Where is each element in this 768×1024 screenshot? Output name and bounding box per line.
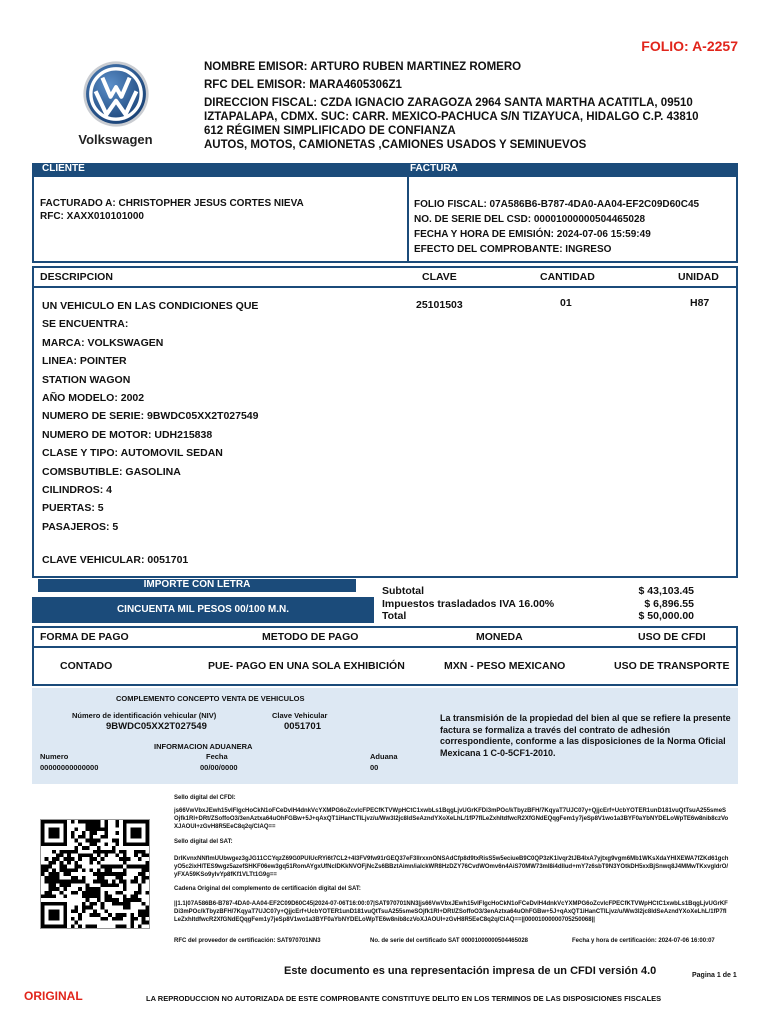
header-unidad: UNIDAD	[678, 271, 719, 283]
concepto-line: CLASE Y TIPO: AUTOMOVIL SEDAN	[42, 447, 223, 460]
forma-pago: CONTADO	[60, 660, 113, 672]
concepto-line: PASAJEROS: 5	[42, 520, 119, 533]
clave-vehicular-value: 0051701	[284, 721, 321, 732]
brand-logo	[68, 60, 163, 147]
aduana-numero-value: 00000000000000	[40, 763, 99, 772]
complemento-title: COMPLEMENTO CONCEPTO VENTA DE VEHICULOS	[116, 694, 305, 703]
concepto-line: CILINDROS: 4	[42, 484, 113, 497]
aduana-fecha-label: Fecha	[206, 752, 228, 761]
metodo-pago: PUE- PAGO EN UNA SOLA EXHIBICIÓN	[208, 660, 405, 672]
concepto-line: SE ENCUENTRA:	[42, 318, 129, 331]
leyenda-reproduccion: LA REPRODUCCION NO AUTORIZADA DE ESTE COMPROBANTE CONSTITUYE DELITO EN LOS TERMINOS DE LAS DISPOSICIONES FISCALES	[146, 994, 662, 1003]
totales-labels	[382, 585, 554, 623]
header-clave: CLAVE	[422, 271, 457, 283]
aduanera-title: INFORMACION ADUANERA	[154, 742, 253, 751]
emisor-block	[204, 58, 699, 152]
sello-sat-label: Sello digital del SAT:	[174, 839, 233, 845]
pago-values	[32, 648, 738, 686]
factura-block	[414, 197, 699, 257]
cadena-original: ||1.1|07A586B6-B787-4DA0-AA04-EF2C09D60C45|2024-07-06T16:00:07|SAT970701NN3|js66VwVbxJEwh15vIFlgcHoCkN1oFCeDvlH4dnkVcYXMPG6oZcvlcFPECfKTVWpHCtC1xwbLs1BqgLjvUGrKFDi3mPOc/kTbyzBFH/7KqyaT7UJC07y+QjjcErf+UcbYOTER1unD181vuQtTsuA255smeSOjfk1Rl+DRt/ZSoffoO3/3enAztxa64uOhFGBw+5J+qAxQT1iHanCTILjvz/u/Ww3l2jc8ldSeAzndYXoXeLhL/1fP7fILeZxhItdfwcR2XfGNdEQqgFem1y7jeSp8V1wo1a3BYF0aYbNYDELoWpTE6w8nib8czVoXJAOUI+zGvH8R5EeC8q2q/CIAQ==||00001000000705250068||	[174, 901, 728, 923]
factura-serie-csd: NO. DE SERIE DEL CSD: 00001000000504465028	[414, 214, 646, 225]
moneda: MXN - PESO MEXICANO	[444, 660, 566, 672]
representacion-impresa: Este documento es una representación impresa de un CFDI versión 4.0	[284, 965, 657, 977]
aduana-label: Aduana	[370, 752, 398, 761]
conceptos-header	[32, 266, 738, 288]
factura-folio-fiscal: FOLIO FISCAL: 07A586B6-B787-4DA0-AA04-EF2C09D60C45	[414, 199, 700, 210]
concepto-line: MARCA: VOLKSWAGEN	[42, 336, 164, 349]
emisor-giro: AUTOS, MOTOS, CAMIONETAS ,CAMIONES USADOS Y SEMINUEVOS	[204, 139, 587, 151]
sello-sat: DrIKvnxNNflmUUbwgez3gJG11CCYqzZ69G0PUlUcRYi6t7CL2+4I3FV9fw91rGEQ37eF3llrxxnONSAdCfp8d9txRisS5w5eciueB9C0QP3zK1lvqr2tJB4IxA7yjtxg9vgm6Mb1WKsXdaYHIXEWA7fZKd61gchyO5c2ixHlTES9wgz5azefSHKF06ew3gq51RomAYgxUfNcIDKkNVOFjNcZs6BBztAimn/ialckWR8HzDZY76CvdWOmv6n4AiS70MW73mI8i4dllud+mY7z6sbT9N3YOtkDH5xxBjSnwq8J4MMwTKxvgldrO/yFXA59KSo9yIvYp8fKf1VLTt1G9g==	[174, 856, 729, 878]
concepto-line: LINEA: POINTER	[42, 355, 127, 368]
emisor-direccion-2: IZTAPALAPA, CDMX. SUC: CARR. MEXICO-PACHUCA S/N TIZAYUCA, HIDALGO C.P. 43810	[204, 111, 699, 123]
cliente-facturado: FACTURADO A: CHRISTOPHER JESUS CORTES NIEVA	[40, 198, 304, 209]
complemento-block	[32, 688, 738, 784]
brand-name: Volkswagen	[78, 132, 153, 147]
emisor-rfc: RFC DEL EMISOR: MARA4605306Z1	[204, 79, 402, 91]
concepto-clave: 25101503	[416, 299, 463, 311]
importe-letra-title: IMPORTE CON LETRA	[38, 579, 356, 592]
header-descripcion: DESCRIPCION	[40, 271, 113, 283]
fecha-certificacion: Fecha y hora de certificación: 2024-07-06 16:00:07	[572, 938, 715, 944]
concepto-cantidad: 01	[560, 297, 572, 309]
cliente-block	[40, 197, 304, 223]
volkswagen-logo-icon	[82, 60, 150, 128]
rfc-proveedor: RFC del proveedor de certificación: SAT970701NN3	[174, 938, 321, 944]
header-moneda: MONEDA	[476, 631, 523, 643]
sellos-block	[174, 795, 730, 926]
concepto-line: UN VEHICULO EN LAS CONDICIONES QUE	[42, 300, 259, 312]
concepto-line: STATION WAGON	[42, 373, 131, 386]
concepto-line: PUERTAS: 5	[42, 502, 104, 515]
conceptos-body	[32, 288, 738, 578]
niv-label: Número de identificación vehicular (NIV)	[72, 711, 217, 720]
concepto-line: COMSBUTIBLE: GASOLINA	[42, 465, 181, 478]
factura-efecto: EFECTO DEL COMPROBANTE: INGRESO	[414, 244, 612, 255]
cliente-factura-box	[32, 175, 738, 263]
concepto-line: AÑO MODELO: 2002	[42, 392, 145, 405]
aduana-fecha-value: 00/00/0000	[200, 763, 238, 772]
concepto-line: NUMERO DE SERIE: 9BWDC05XX2T027549	[42, 410, 259, 423]
qr-code-icon	[40, 819, 150, 929]
header-cantidad: CANTIDAD	[540, 271, 595, 283]
importe-letra: CINCUENTA MIL PESOS 00/100 M.N.	[32, 597, 374, 623]
iva-label: Impuestos trasladados IVA 16.00%	[382, 597, 555, 610]
complemento-leyenda: La transmisión de la propiedad del bien al que se refiere la presente factura se formaliza a través del contrato de adhesión correspondiente, conforme a las disposiciones de la Norma Oficial Mexicana 1 C-0-5CF1-2010.	[440, 713, 731, 758]
clave-vehicular-label: Clave Vehicular	[272, 711, 328, 720]
uso-cfdi: USO DE TRANSPORTE	[614, 660, 730, 672]
pago-header	[32, 626, 738, 648]
factura-fecha: FECHA Y HORA DE EMISIÓN: 2024-07-06 15:59:49	[414, 229, 651, 240]
total-value: $ 50,000.00	[638, 610, 694, 622]
aduana-value: 00	[370, 763, 379, 772]
cliente-rfc: RFC: XAXX010101000	[40, 211, 144, 222]
concepto-line: NUMERO DE MOTOR: UDH215838	[42, 428, 213, 441]
folio: FOLIO: A-2257	[641, 38, 738, 54]
niv-value: 9BWDC05XX2T027549	[106, 721, 207, 732]
iva-value: $ 6,896.55	[644, 597, 694, 610]
total-label: Total	[382, 610, 407, 622]
subtotal-value: $ 43,103.45	[638, 585, 694, 597]
aduana-numero-label: Numero	[40, 752, 69, 761]
emisor-regimen: 612 RÉGIMEN SIMPLIFICADO DE CONFIANZA	[204, 125, 456, 137]
serie-certificado-sat: No. de serie del certificado SAT 00001000000504465028	[370, 938, 528, 944]
header-forma-pago: FORMA DE PAGO	[40, 631, 129, 643]
subtotal-label: Subtotal	[382, 585, 424, 597]
cliente-title: CLIENTE	[42, 163, 85, 174]
emisor-direccion-1: DIRECCION FISCAL: CZDA IGNACIO ZARAGOZA 2964 SANTA MARTHA ACATITLA, 09510	[204, 97, 693, 109]
concepto-descripcion	[42, 297, 259, 536]
cliente-factura-bar	[32, 163, 738, 175]
header-uso-cfdi: USO DE CFDI	[638, 631, 706, 643]
clave-vehicular: CLAVE VEHICULAR: 0051701	[42, 554, 189, 566]
sello-cfdi-label: Sello digital del CFDI:	[174, 795, 236, 801]
qr-code-graphic	[41, 820, 149, 928]
sello-cfdi: js66VwVbxJEwh15vIFlgcHoCkN1oFCeDvlH4dnkVcYXMPG6oZcvlcFPECfKTVWpHCtC1xwbLs1BqgLjvUGrKFDi3mPOc/kTbyzBFH/7KqyaT7UJC07y+QjjcErf+UcbYOTER1unD181vuQtTsuA255smeSOjfk1Rl+DRt/ZSoffoO3/3enAztxa64uOhFGBw+5J+qAxQT1iHanCTILjvz/u/Ww3l2jc8ldSeAzndYXoXeLhL/1fP7fILeZxhItdfwcR2XfGNdEQqgFem1y7jeSp8V1wo1a3BYF0aYbNYDELoWpTE6w8nib8czVoXJAOUI+zGvH8R5EeC8q2q/CIAQ==	[174, 808, 729, 830]
factura-title: FACTURA	[410, 163, 458, 174]
emisor-nombre: NOMBRE EMISOR: ARTURO RUBEN MARTINEZ ROMERO	[204, 61, 522, 73]
header-metodo-pago: METODO DE PAGO	[262, 631, 359, 643]
original-label: ORIGINAL	[24, 989, 83, 1003]
pagina: Pagina 1 de 1	[692, 972, 737, 979]
totales-values	[600, 585, 694, 623]
concepto-unidad: H87	[690, 297, 710, 309]
cadena-label: Cadena Original del complemento de certificación digital del SAT:	[174, 886, 361, 892]
